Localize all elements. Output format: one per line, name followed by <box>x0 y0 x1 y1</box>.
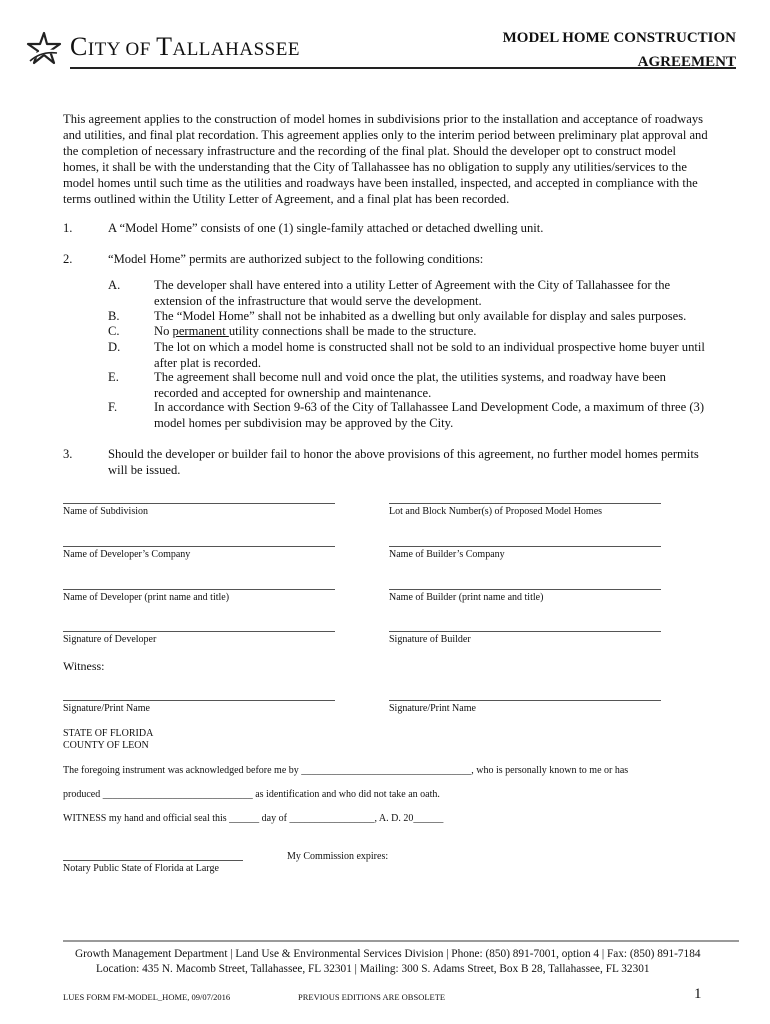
intro-paragraph: This agreement applies to the construction of model homes in subdivisions prior to the installation and acceptance of roadways and utilities, and final plat recordation. This agreement applies only to the interim period between preliminary plat approval and the completion of necessary infrastructure and the recording of the final plat. Should the developer opt to construct model homes, it shall be with the understanding that the City of Tallahassee has no obligation to supply any utilities/services to the model homes until such time as the utilities and roadways have been installed, inspected, and accepted in compliance with the terms outlined within the Utility Letter of Agreement, and a final plat has been recorded. <box>63 112 708 206</box>
condition-a-text: The developer shall have entered into a utility Letter of Agreement with the City of Tallahassee for the extension of the infrastructure that would serve the development. <box>154 278 671 308</box>
witness-label: Witness: <box>63 659 105 673</box>
condition-e-letter: E. <box>108 370 119 384</box>
title-line-2: AGREEMENT <box>637 54 736 70</box>
city-name: CITY OF TALLAHASSEE <box>70 32 300 61</box>
subdivision-label: Name of Subdivision <box>63 506 148 517</box>
builder-name-label: Name of Builder (print name and title) <box>389 592 544 603</box>
footer-address-line: Location: 435 N. Macomb Street, Tallahassee, FL 32301 | Mailing: 300 S. Adams Street, Box B 28, Tallahassee, FL 32301 <box>96 963 650 975</box>
lot-block-line[interactable] <box>389 503 661 504</box>
condition-c-text: No permanent utility connections shall be made to the structure. <box>154 324 477 338</box>
commission-expires-label: My Commission expires: <box>287 851 389 862</box>
notary-ack-line: The foregoing instrument was acknowledged before me by __________________________________, who is personally known to me or has <box>63 765 629 776</box>
developer-company-line[interactable] <box>63 546 335 547</box>
witness-right-line[interactable] <box>389 700 661 701</box>
notary-witness-line: WITNESS my hand and official seal this ______ day of _________________, A. D. 20______ <box>63 813 444 824</box>
developer-name-line[interactable] <box>63 589 335 590</box>
footer-rule <box>63 940 739 942</box>
item-2-text: “Model Home” permits are authorized subject to the following conditions: <box>108 252 484 266</box>
condition-e-text: The agreement shall become null and void once the plat, the utilities systems, and roadway have been recorded and accepted for ownership and maintenance. <box>154 370 666 400</box>
title-line-1: MODEL HOME CONSTRUCTION <box>502 30 736 46</box>
witness-left-label: Signature/Print Name <box>63 703 150 714</box>
developer-signature-line[interactable] <box>63 631 335 632</box>
developer-signature-label: Signature of Developer <box>63 634 157 645</box>
witness-left-line[interactable] <box>63 700 335 701</box>
footer-department-line: Growth Management Department | Land Use & Environmental Services Division | Phone: (850) 891-7001, option 4 | Fax: (850) 891-7184 <box>75 948 701 960</box>
developer-company-label: Name of Developer’s Company <box>63 549 191 560</box>
lot-block-label: Lot and Block Number(s) of Proposed Model Homes <box>389 506 603 517</box>
builder-company-label: Name of Builder’s Company <box>389 549 505 560</box>
condition-d-letter: D. <box>108 340 121 354</box>
condition-b-letter: B. <box>108 309 120 323</box>
condition-a-letter: A. <box>108 278 121 292</box>
item-3-number: 3. <box>63 447 73 461</box>
page-number: 1 <box>694 986 702 1002</box>
obsolete-notice: PREVIOUS EDITIONS ARE OBSOLETE <box>298 992 446 1002</box>
condition-f-text: In accordance with Section 9-63 of the City of Tallahassee Land Development Code, a maximum of three (3) model homes per subdivision may be approved by the City. <box>154 400 705 430</box>
condition-c-letter: C. <box>108 324 120 338</box>
builder-name-line[interactable] <box>389 589 661 590</box>
document-title <box>503 26 736 74</box>
developer-name-label: Name of Developer (print name and title) <box>63 592 230 603</box>
item-3-text: Should the developer or builder fail to honor the above provisions of this agreement, no further model homes permits will be issued. <box>108 447 699 477</box>
notary-produced-line: produced ______________________________ as identification and who did not take an oath. <box>63 789 440 800</box>
notary-public-label: Notary Public State of Florida at Large <box>63 863 219 874</box>
condition-d-text: The lot on which a model home is constructed shall not be sold to an individual prospective home buyer until after plat is recorded. <box>154 340 705 370</box>
notary-signature-line[interactable] <box>63 860 243 861</box>
form-id: LUES FORM FM-MODEL_HOME, 09/07/2016 <box>63 992 231 1002</box>
witness-right-label: Signature/Print Name <box>389 703 476 714</box>
item-1-text: A “Model Home” consists of one (1) single-family attached or detached dwelling unit. <box>108 221 544 235</box>
builder-signature-line[interactable] <box>389 631 661 632</box>
builder-company-line[interactable] <box>389 546 661 547</box>
builder-signature-label: Signature of Builder <box>389 634 471 645</box>
notary-state: STATE OF FLORIDA <box>63 728 154 739</box>
notary-county: COUNTY OF LEON <box>63 740 149 751</box>
item-2-number: 2. <box>63 252 73 266</box>
item-1-number: 1. <box>63 221 73 235</box>
city-logo-icon <box>26 30 62 70</box>
condition-f-letter: F. <box>108 400 118 414</box>
subdivision-line[interactable] <box>63 503 335 504</box>
condition-b-text: The “Model Home” shall not be inhabited as a dwelling but only available for display and sales purposes. <box>154 309 687 323</box>
